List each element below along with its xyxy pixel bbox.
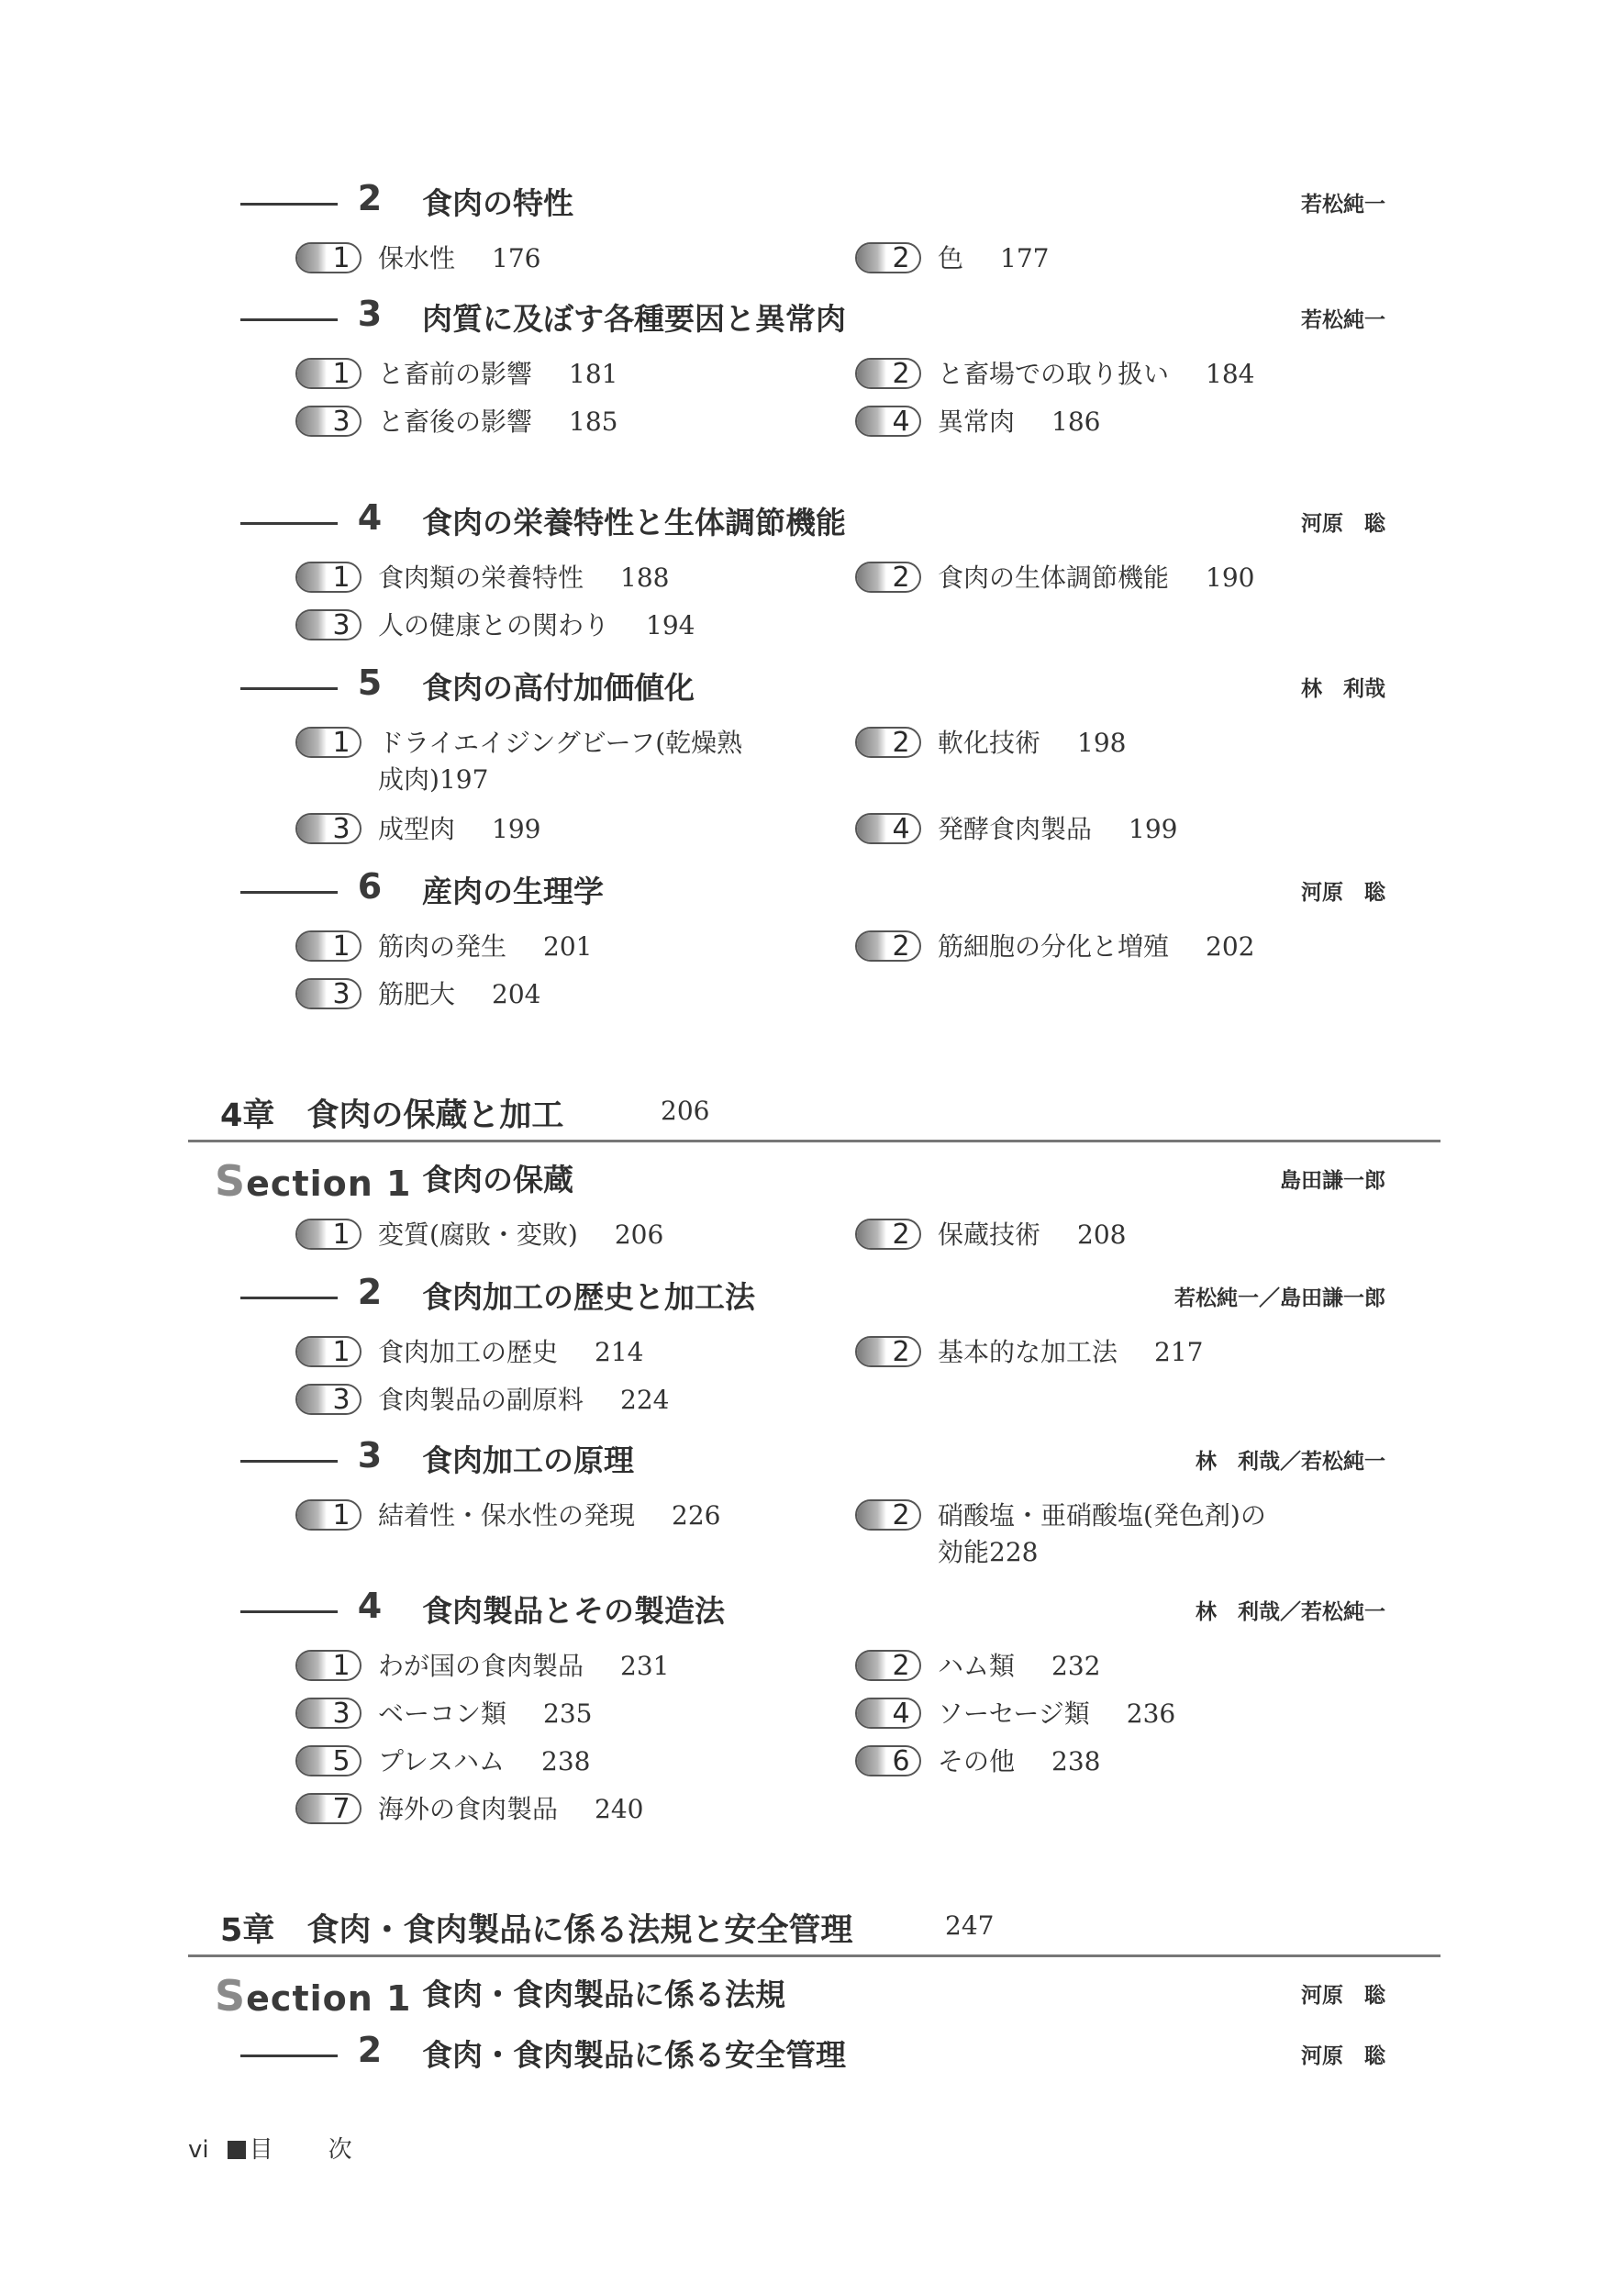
item-page: 231	[620, 1651, 670, 1681]
item-page: 201	[543, 931, 593, 962]
section-author: 若松純一	[1301, 308, 1385, 332]
section-header	[0, 1270, 1624, 1325]
section-number: 4	[357, 1586, 383, 1626]
item-page: 190	[1206, 562, 1255, 593]
item-page: 238	[541, 1746, 591, 1776]
section-title[interactable]: 食肉・食肉製品に係る法規	[422, 1977, 785, 2012]
section-number: 4	[357, 497, 383, 538]
section-header	[0, 1153, 1624, 1208]
item-page: 214	[595, 1337, 644, 1367]
section-author: 河原 聡	[1301, 2044, 1385, 2068]
item-title: 保水性	[378, 243, 456, 273]
item-title: 人の健康との関わり	[378, 610, 610, 640]
item-page: 224	[620, 1385, 670, 1415]
section-header	[0, 864, 1624, 919]
section-author: 河原 聡	[1301, 1984, 1385, 2008]
section-header	[0, 176, 1624, 231]
footer-label-a: 目	[249, 2136, 273, 2164]
section-number: 5	[357, 663, 383, 703]
section-number: 3	[357, 294, 383, 334]
item-page: 181	[569, 359, 618, 389]
item-number-badge: 1	[295, 242, 362, 273]
chapter-title[interactable]: 5章 食肉・食肉製品に係る法規と安全管理	[220, 1912, 853, 1949]
item-page: 217	[1154, 1337, 1204, 1367]
section-title[interactable]: 食肉・食肉製品に係る安全管理	[422, 2037, 846, 2073]
section-title[interactable]: 食肉加工の歴史と加工法	[422, 1279, 755, 1315]
item-page: 197	[439, 764, 489, 795]
item-title: 軟化技術	[938, 728, 1041, 758]
item-title: プレスハム	[378, 1746, 506, 1776]
item-title: と畜場での取り扱い	[938, 359, 1170, 389]
section-author: 河原 聡	[1301, 512, 1385, 536]
section-header	[0, 1967, 1624, 2022]
item-title: わが国の食肉製品	[378, 1651, 584, 1681]
item-page: 228	[989, 1537, 1039, 1567]
footer-label-b: 次	[328, 2136, 352, 2164]
section-author: 林 利哉／若松純一	[1196, 1600, 1385, 1624]
item-title: 発酵食肉製品	[938, 814, 1093, 844]
item-page: 232	[1051, 1651, 1101, 1681]
item-title: 保蔵技術	[938, 1219, 1041, 1250]
section-header	[0, 1584, 1624, 1639]
section-rule	[240, 203, 338, 206]
item-title: 成型肉	[378, 814, 456, 844]
item-number-badge: 2	[855, 242, 921, 273]
item-title-cont: 効能	[938, 1537, 990, 1567]
section-label: Section 1	[215, 1156, 412, 1206]
section-number: 2	[357, 2030, 383, 2070]
chapter-rule	[188, 1140, 1440, 1142]
section-header	[0, 661, 1624, 716]
item-title: 変質(腐敗・変敗)	[378, 1219, 578, 1250]
toc-page: 2 食肉の特性 若松純一 1 保水性 176 2 色 177 3 肉質に及ぼす各種要因と異常肉 若松純一 1 と畜前の影響 181 2 と畜場での取り扱い 184 3 と畜後の影響 185 4 異常肉 186 4 食肉の栄養特性と生体調節機能 河原 聡 1 食肉類の栄養特性 188 2 食肉の生体調節機能 190 3 人の健康との関わり 194 5 食肉の高付加価値化 林 利哉 1 ドライエイジングビーフ(乾燥熟 成肉)197 2 軟化技術 198 3 成型肉 199 4 発酵食肉製品 199 6 産肉の生理学 河原 聡 1 筋肉の発生 201 2 筋細胞の分化と増殖 202 3 筋肥大 204 4章 食肉の保蔵と加工 206 Section 1 食肉の保蔵 島田謙一郎 1 変質(腐敗・変敗) 206 2 保蔵技術 208 2 食肉加工の歴史と加工法 若松純一／島田謙一郎 1 食肉加工の歴史 214 2 基本的な加工法 217 3 食肉製品の副原料 224 3 食肉加工の原理 林 利哉／若松純一 1 結着性・保水性の発現 226 2 硝酸塩・亜硝酸塩(発色剤)の 効能228 4 食肉製品とその製造法 林 利哉／若松純一 1 わが国の食肉製品 231 2 ハム類 232 3 ベーコン類 235 4 ソーセージ類 236 5 プレスハム 238 6 その他 238 7 海外の食肉製品 240 5章 食肉・食肉製品に係る法規と安全管理 247 Section 1 食肉・食肉製品に係る法規 河原 聡 2 食肉・食肉製品に係る安全管理 河原 聡 vi 目 次	[0, 0, 1624, 2294]
section-title[interactable]: 食肉の特性	[422, 185, 573, 221]
section-title[interactable]: 産肉の生理学	[422, 874, 604, 909]
item-title: その他	[938, 1746, 1016, 1776]
item-title: 食肉加工の歴史	[378, 1337, 559, 1367]
chapter-header	[0, 1083, 1624, 1147]
section-author: 林 利哉	[1301, 677, 1385, 701]
item-title-cont: 成肉)	[378, 764, 439, 795]
item-page: 202	[1206, 931, 1255, 962]
section-title[interactable]: 肉質に及ぼす各種要因と異常肉	[422, 301, 846, 337]
square-bullet-icon	[228, 2141, 246, 2159]
item-page: 177	[1000, 243, 1050, 273]
item-title: 食肉製品の副原料	[378, 1385, 584, 1415]
item-title: 筋細胞の分化と増殖	[938, 931, 1170, 962]
item-title: 食肉の生体調節機能	[938, 562, 1170, 593]
section-title[interactable]: 食肉の高付加価値化	[422, 670, 695, 706]
item-title: 硝酸塩・亜硝酸塩(発色剤)の	[938, 1500, 1266, 1531]
item-title: 結着性・保水性の発現	[378, 1500, 636, 1531]
section-title[interactable]: 食肉の保蔵	[422, 1162, 573, 1197]
item-title: 筋肉の発生	[378, 931, 507, 962]
section-label: Section 1	[215, 1971, 412, 2021]
item-page: 240	[595, 1794, 644, 1824]
section-header	[0, 2028, 1624, 2083]
item-title: 食肉類の栄養特性	[378, 562, 584, 593]
item-page: 238	[1051, 1746, 1101, 1776]
item-page: 206	[614, 1219, 664, 1250]
item-page: 198	[1077, 728, 1127, 758]
page-number: vi	[188, 2136, 209, 2164]
item-page: 236	[1126, 1698, 1176, 1729]
item-title: 異常肉	[938, 406, 1016, 437]
section-title[interactable]: 食肉製品とその製造法	[422, 1593, 725, 1629]
item-title: と畜後の影響	[378, 406, 533, 437]
section-number: 2	[357, 1272, 383, 1312]
item-title: ドライエイジングビーフ(乾燥熟	[378, 728, 743, 758]
section-author: 若松純一	[1301, 193, 1385, 217]
item-page: 204	[492, 979, 541, 1009]
item-page: 186	[1051, 406, 1101, 437]
section-number: 3	[357, 1435, 383, 1476]
item-title: 筋肥大	[378, 979, 456, 1009]
section-author: 若松純一／島田謙一郎	[1174, 1286, 1385, 1310]
section-header	[0, 1433, 1624, 1488]
item-page: 199	[1129, 814, 1178, 844]
item-page: 226	[672, 1500, 721, 1531]
item-title: ベーコン類	[378, 1698, 507, 1729]
item-page: 194	[646, 610, 695, 640]
chapter-page: 206	[661, 1096, 710, 1126]
item-title: ソーセージ類	[938, 1698, 1090, 1729]
section-author: 島田謙一郎	[1280, 1169, 1385, 1193]
section-title[interactable]: 食肉の栄養特性と生体調節機能	[422, 505, 846, 540]
item-page: 185	[569, 406, 618, 437]
item-title: 色	[938, 243, 964, 273]
chapter-title[interactable]: 4章 食肉の保蔵と加工	[220, 1097, 564, 1134]
section-title[interactable]: 食肉加工の原理	[422, 1442, 634, 1478]
chapter-header	[0, 1898, 1624, 1962]
item-page: 184	[1206, 359, 1255, 389]
item-page: 199	[492, 814, 541, 844]
section-number: 2	[357, 178, 383, 218]
item-page: 188	[620, 562, 670, 593]
chapter-rule	[188, 1954, 1440, 1957]
page-footer	[188, 2131, 352, 2165]
item-page: 235	[543, 1698, 593, 1729]
item-title: 基本的な加工法	[938, 1337, 1118, 1367]
section-header	[0, 292, 1624, 347]
item-page: 176	[492, 243, 541, 273]
item-page: 208	[1077, 1219, 1127, 1250]
section-author: 林 利哉／若松純一	[1196, 1450, 1385, 1474]
item-title: ハム類	[938, 1651, 1016, 1681]
section-header	[0, 496, 1624, 551]
item-title: 海外の食肉製品	[378, 1794, 559, 1824]
section-number: 6	[357, 866, 383, 907]
section-author: 河原 聡	[1301, 881, 1385, 905]
item-title: と畜前の影響	[378, 359, 533, 389]
chapter-page: 247	[945, 1910, 995, 1941]
